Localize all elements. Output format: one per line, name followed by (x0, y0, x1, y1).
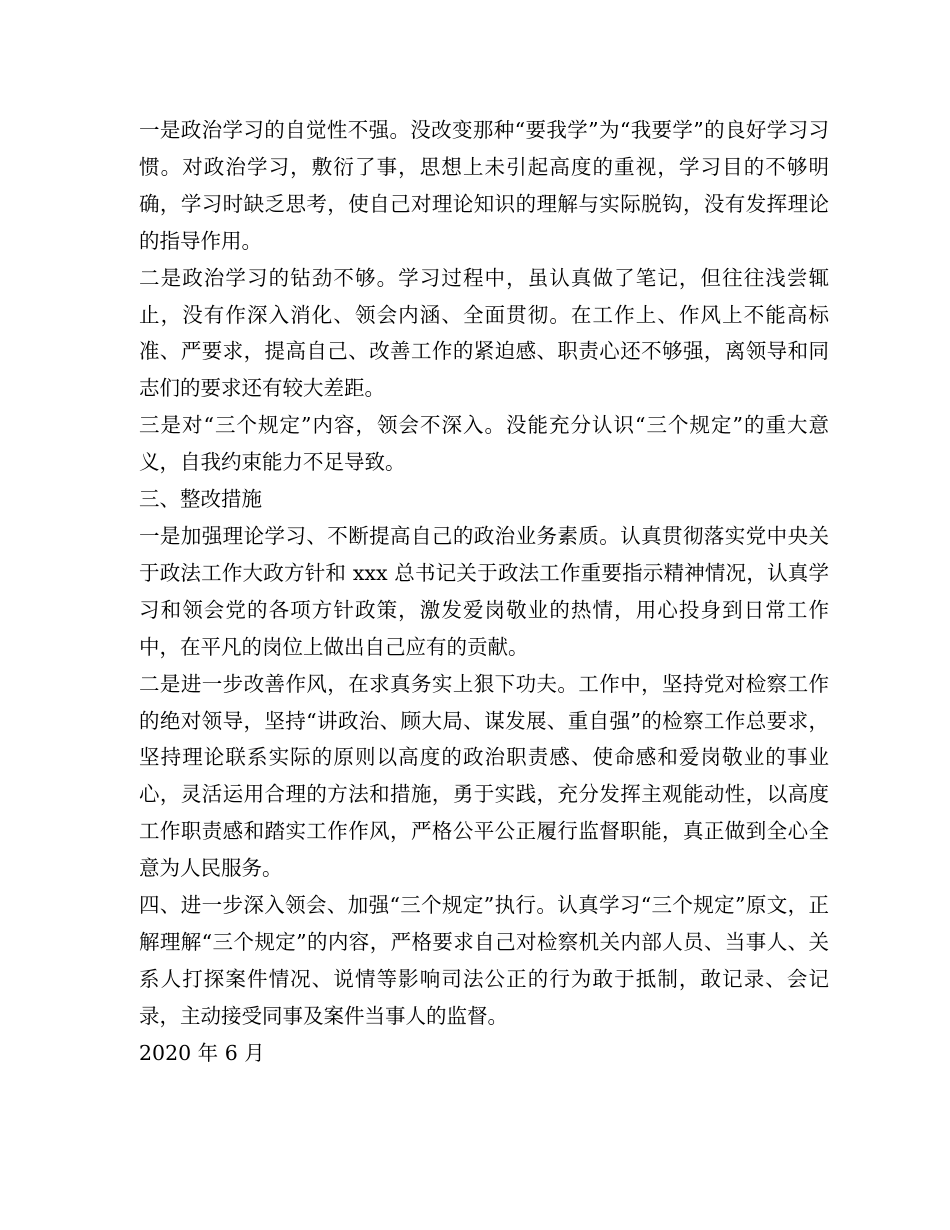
paragraph-measure-three-regulations: 四、进一步深入领会、加强“三个规定”执行。认真学习“三个规定”原文，正解理解“三个规定”的内容，严格要求自己对检察机关内部人员、当事人、关系人打探案件情况、说情等影响司法公正的行为敢于抵制，敢记录、会记录，主动接受同事及案件当事人的监督。 (139, 893, 829, 1028)
paragraph-three-regulations: 三是对“三个规定”内容，领会不深入。没能充分认识“三个规定”的重大意义，自我约束能力不足导致。 (139, 413, 829, 475)
paragraph-measure-work-style: 二是进一步改善作风，在求真务实上狠下功夫。工作中，坚持党对检察工作的绝对领导，坚持“讲政治、顾大局、谋发展、重自强”的检察工作总要求，坚持理论联系实际的原则以高度的政治职责感、使命感和爱岗敬业的事业心，灵活运用合理的方法和措施，勇于实践，充分发挥主观能动性，以高度工作职责感和踏实工作作风，严格公平公正履行监督职能，真正做到全心全意为人民服务。 (139, 671, 829, 881)
paragraph-political-study-awareness: 一是政治学习的自觉性不强。没改变那种“要我学”为“我要学”的良好学习习惯。对政治学习，敷衍了事，思想上未引起高度的重视，学习目的不够明确，学习时缺乏思考，使自己对理论知识的理解与实际脱钩，没有发挥理论的指导作用。 (139, 118, 829, 253)
document-date: 2020 年 6 月 (139, 1040, 265, 1065)
paragraph-political-study-effort: 二是政治学习的钻劲不够。学习过程中，虽认真做了笔记，但往往浅尝辄止，没有作深入消化、领会内涵、全面贯彻。在工作上、作风上不能高标准、严要求，提高自己、改善工作的紧迫感、职责心还不够强，离领导和同志们的要求还有较大差距。 (139, 265, 829, 401)
paragraph-measure-theory-study: 一是加强理论学习、不断提高自己的政治业务素质。认真贯彻落实党中央关于政法工作大政方针和 xxx 总书记关于政法工作重要指示精神情况，认真学习和领会党的各项方针政策，激发爱岗敬业的热情，用心投身到日常工作中，在平凡的岗位上做出自己应有的贡献。 (139, 523, 829, 659)
document-page (139, 112, 829, 1072)
section-heading-rectification: 三、整改措施 (139, 487, 262, 512)
